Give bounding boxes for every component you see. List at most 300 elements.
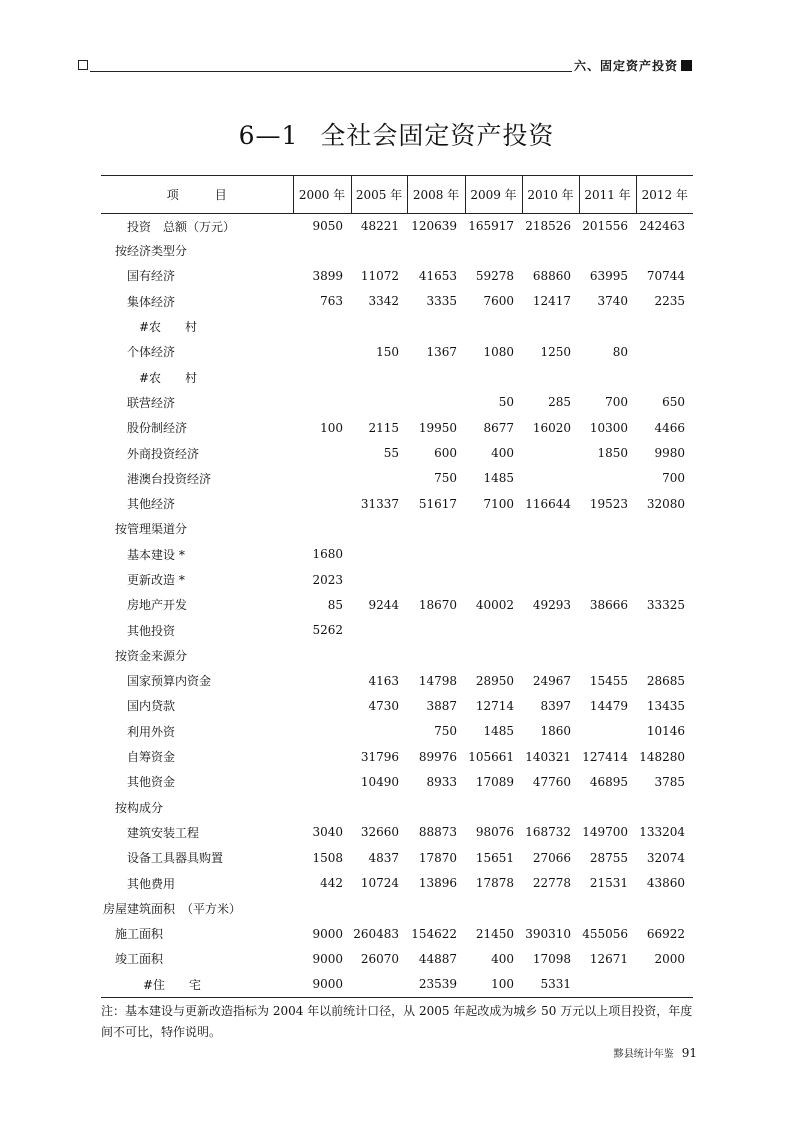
- row-label: 国内贷款: [127, 699, 176, 714]
- row-label: 房屋建筑面积 （平方米）: [103, 901, 242, 916]
- table-row: [101, 289, 693, 314]
- table-cell: [293, 314, 351, 339]
- table-row: [101, 314, 693, 339]
- row-label: 利用外资: [127, 724, 176, 739]
- table-cell: 80: [612, 344, 628, 359]
- table-cell: 38666: [589, 597, 628, 612]
- row-label: 建筑安装工程: [127, 825, 200, 840]
- table-row: [101, 921, 693, 946]
- table-cell: 26070: [360, 951, 399, 966]
- table-cell: 242463: [639, 219, 685, 233]
- table-cell: [522, 617, 579, 642]
- table-cell: 18670: [418, 597, 457, 612]
- table-cell: [293, 643, 351, 668]
- table-cell: 88873: [418, 825, 457, 840]
- table-cell: [351, 390, 407, 415]
- table-cell: [293, 668, 351, 693]
- table-cell: [351, 643, 407, 668]
- table-cell: 1485: [483, 724, 514, 739]
- table-cell: 19523: [589, 496, 628, 511]
- table-cell: 19950: [418, 420, 457, 435]
- column-header-year: 2008 年: [407, 176, 465, 214]
- table-cell: 10146: [646, 724, 685, 739]
- row-label: 按构成分: [115, 800, 164, 815]
- table-row: [101, 567, 693, 592]
- investment-table: [101, 175, 693, 998]
- table-cell: [407, 795, 465, 820]
- table-row: [101, 693, 693, 718]
- table-cell: 1485: [483, 471, 514, 486]
- table-cell: [293, 390, 351, 415]
- table-cell: 28950: [475, 673, 514, 688]
- table-row: [101, 769, 693, 794]
- table-cell: 70744: [646, 268, 685, 283]
- table-cell: 63995: [589, 268, 628, 283]
- table-cell: 17870: [418, 850, 457, 865]
- table-cell: [351, 719, 407, 744]
- row-label: 国有经济: [127, 269, 176, 284]
- table-cell: 17878: [475, 876, 514, 891]
- table-cell: 116644: [525, 496, 571, 511]
- table-cell: 1850: [597, 446, 628, 461]
- table-cell: 27066: [532, 850, 571, 865]
- table-cell: 9000: [293, 972, 351, 998]
- table-cell: 15651: [475, 850, 514, 865]
- table-cell: 390310: [525, 926, 571, 941]
- table-cell: 15455: [589, 673, 628, 688]
- table-cell: 13435: [646, 698, 685, 713]
- table-cell: [407, 516, 465, 541]
- table-cell: [636, 542, 693, 567]
- table-cell: 105661: [468, 749, 514, 764]
- table-cell: 21531: [589, 876, 628, 891]
- table-row: [101, 214, 693, 239]
- table-cell: [522, 466, 579, 491]
- table-cell: 32074: [646, 850, 685, 865]
- table-cell: 43860: [646, 876, 685, 891]
- table-cell: 1680: [312, 547, 343, 562]
- table-cell: 4837: [368, 850, 399, 865]
- table-cell: [579, 795, 636, 820]
- table-cell: [351, 542, 407, 567]
- table-cell: 14798: [418, 673, 457, 688]
- table-cell: 218526: [525, 219, 571, 233]
- table-cell: [407, 617, 465, 642]
- table-cell: [407, 542, 465, 567]
- table-cell: 9980: [654, 446, 685, 461]
- table-cell: 260483: [353, 926, 399, 941]
- table-cell: [293, 744, 351, 769]
- table-row: [101, 972, 693, 998]
- column-header-year: 2011 年: [579, 176, 636, 214]
- column-header-year: 2012 年: [636, 176, 693, 214]
- row-label: 自筹资金: [127, 750, 176, 765]
- header-square-mark: [681, 60, 692, 71]
- table-cell: 17089: [475, 774, 514, 789]
- table-cell: [522, 643, 579, 668]
- table-cell: 400: [491, 446, 514, 461]
- table-cell: [636, 617, 693, 642]
- section-title: 六、固定资产投资: [573, 59, 678, 73]
- table-cell: [636, 364, 693, 389]
- table-cell: [351, 238, 407, 263]
- table-cell: 100: [465, 972, 522, 998]
- table-cell: 44887: [418, 951, 457, 966]
- table-cell: 2000: [654, 951, 685, 966]
- row-label: 联营经济: [127, 395, 176, 410]
- table-cell: [636, 314, 693, 339]
- table-cell: [351, 567, 407, 592]
- table-row: [101, 390, 693, 415]
- table-cell: 8677: [483, 420, 514, 435]
- table-row: [101, 415, 693, 440]
- table-cell: 10724: [360, 876, 399, 891]
- table-cell: 9050: [312, 219, 343, 233]
- row-label: 基本建设 *: [127, 547, 185, 562]
- table-cell: [465, 314, 522, 339]
- table-cell: [293, 693, 351, 718]
- row-label: #农 村: [139, 320, 198, 335]
- table-cell: [579, 617, 636, 642]
- table-cell: 8933: [426, 774, 457, 789]
- table-cell: 1860: [540, 724, 571, 739]
- table-row: [101, 643, 693, 668]
- table-row: [101, 238, 693, 263]
- table-cell: [351, 795, 407, 820]
- table-cell: [293, 339, 351, 364]
- footnote: 注：基本建设与更新改造指标为 2004 年以前统计口径，从 2005 年起改成为城乡 50 万元以上项目投资，年度间不可比，特作说明。: [101, 1004, 693, 1039]
- row-label: 其他经济: [127, 497, 176, 512]
- table-cell: 49293: [532, 597, 571, 612]
- table-cell: [293, 491, 351, 516]
- table-cell: [579, 314, 636, 339]
- table-cell: [407, 567, 465, 592]
- row-label: #农 村: [139, 370, 198, 385]
- table-row: [101, 491, 693, 516]
- table-cell: [522, 567, 579, 592]
- table-cell: 4730: [368, 698, 399, 713]
- table-cell: [636, 972, 693, 998]
- table-cell: 3335: [426, 294, 457, 309]
- table-cell: [293, 440, 351, 465]
- table-cell: 140321: [525, 749, 571, 764]
- table-cell: 2023: [312, 572, 343, 587]
- row-label: 港澳台投资经济: [127, 471, 212, 486]
- table-cell: [351, 972, 407, 998]
- column-header-year: 2010 年: [522, 176, 579, 214]
- table-cell: 41653: [418, 268, 457, 283]
- table-cell: 3887: [426, 698, 457, 713]
- table-cell: [465, 643, 522, 668]
- table-cell: [351, 516, 407, 541]
- page-number: 91: [681, 1046, 697, 1060]
- table-cell: [522, 896, 579, 921]
- table-title: 全社会固定资产投资: [320, 121, 555, 150]
- table-cell: 51617: [418, 496, 457, 511]
- table-cell: [636, 795, 693, 820]
- table-cell: [636, 339, 693, 364]
- table-cell: 9000: [312, 951, 343, 966]
- table-row: [101, 440, 693, 465]
- table-cell: [522, 795, 579, 820]
- row-label: 其他资金: [127, 775, 176, 790]
- table-cell: 47760: [532, 774, 571, 789]
- table-cell: [293, 896, 351, 921]
- table-cell: 149700: [582, 825, 628, 840]
- row-label: 其他费用: [127, 876, 176, 891]
- table-cell: [636, 516, 693, 541]
- row-label: 施工面积: [115, 927, 164, 942]
- table-cell: [293, 516, 351, 541]
- table-cell: 442: [320, 876, 343, 891]
- table-cell: 1367: [426, 344, 457, 359]
- table-cell: 5331: [522, 972, 579, 998]
- table-cell: [522, 314, 579, 339]
- table-cell: [465, 516, 522, 541]
- table-cell: 9244: [368, 597, 399, 612]
- table-row: [101, 668, 693, 693]
- table-cell: 3899: [312, 268, 343, 283]
- table-cell: 2115: [368, 420, 399, 435]
- table-cell: 4163: [368, 673, 399, 688]
- table-cell: 3040: [312, 825, 343, 840]
- table-row: [101, 617, 693, 642]
- table-cell: [636, 896, 693, 921]
- book-name: 黟县统计年鉴: [613, 1049, 674, 1060]
- table-cell: 10300: [589, 420, 628, 435]
- table-cell: 8397: [540, 698, 571, 713]
- table-cell: [579, 364, 636, 389]
- table-cell: 9000: [312, 926, 343, 941]
- table-number: 6—1: [238, 121, 299, 150]
- running-header: [78, 56, 692, 76]
- table-cell: 11072: [360, 268, 399, 283]
- table-cell: 700: [662, 471, 685, 486]
- row-label: 竣工面积: [115, 952, 164, 967]
- page-footer: [614, 1045, 697, 1060]
- table-cell: 22778: [532, 876, 571, 891]
- table-row: [101, 516, 693, 541]
- table-row: [101, 263, 693, 288]
- table-cell: 13896: [418, 876, 457, 891]
- row-label: 个体经济: [127, 345, 176, 360]
- table-cell: [579, 972, 636, 998]
- table-cell: [579, 896, 636, 921]
- table-cell: [522, 364, 579, 389]
- table-cell: 98076: [475, 825, 514, 840]
- table-cell: 40002: [475, 597, 514, 612]
- table-cell: [293, 795, 351, 820]
- table-cell: 12714: [475, 698, 514, 713]
- table-cell: [293, 238, 351, 263]
- table-row: [101, 744, 693, 769]
- table-header-row: [101, 176, 693, 214]
- table-cell: 12417: [532, 294, 571, 309]
- table-cell: [522, 516, 579, 541]
- table-cell: 750: [434, 724, 457, 739]
- table-cell: [579, 643, 636, 668]
- table-cell: 28685: [646, 673, 685, 688]
- table-cell: 7600: [483, 294, 514, 309]
- table-cell: 750: [434, 471, 457, 486]
- row-label: 按资金来源分: [115, 648, 188, 663]
- table-cell: 2235: [654, 294, 685, 309]
- header-box-mark: [78, 60, 88, 70]
- table-row: [101, 339, 693, 364]
- header-rule: [90, 71, 572, 72]
- table-cell: [293, 719, 351, 744]
- table-cell: 89976: [418, 749, 457, 764]
- row-label: 按管理渠道分: [115, 522, 188, 537]
- table-cell: 23539: [407, 972, 465, 998]
- table-cell: 4466: [654, 420, 685, 435]
- table-cell: [351, 617, 407, 642]
- table-cell: 133204: [639, 825, 685, 840]
- table-cell: [522, 238, 579, 263]
- table-cell: [579, 516, 636, 541]
- table-cell: 21450: [475, 926, 514, 941]
- table-row: [101, 870, 693, 895]
- table-cell: 5262: [312, 623, 343, 638]
- column-header-year: 2009 年: [465, 176, 522, 214]
- table-row: [101, 466, 693, 491]
- table-cell: [579, 466, 636, 491]
- table-cell: [407, 643, 465, 668]
- row-label: #住 宅: [101, 972, 293, 998]
- table-cell: 201556: [582, 219, 628, 233]
- table-cell: 154622: [411, 926, 457, 941]
- table-cell: 28755: [589, 850, 628, 865]
- table-cell: [407, 364, 465, 389]
- table-cell: 168732: [525, 825, 571, 840]
- table-row: [101, 946, 693, 971]
- table-cell: [522, 440, 579, 465]
- table-row: [101, 592, 693, 617]
- table-cell: [407, 314, 465, 339]
- table-cell: [407, 896, 465, 921]
- row-label: 投资 总额（万元）: [127, 219, 236, 234]
- table-cell: [465, 567, 522, 592]
- table-cell: 127414: [582, 749, 628, 764]
- table-cell: 66922: [646, 926, 685, 941]
- table-row: [101, 845, 693, 870]
- table-cell: [465, 238, 522, 263]
- table-cell: 1508: [312, 850, 343, 865]
- table-cell: [351, 364, 407, 389]
- table-cell: [636, 643, 693, 668]
- table-cell: [465, 364, 522, 389]
- column-header-item: 项 目: [101, 176, 293, 214]
- table-cell: 7100: [483, 496, 514, 511]
- table-cell: [465, 795, 522, 820]
- table-row: [101, 896, 693, 921]
- table-cell: 3785: [654, 774, 685, 789]
- table-cell: 763: [320, 294, 343, 309]
- table-cell: 31796: [360, 749, 399, 764]
- table-cell: [579, 719, 636, 744]
- table-cell: 17098: [532, 951, 571, 966]
- table-cell: 12671: [589, 951, 628, 966]
- table-cell: [579, 542, 636, 567]
- row-label: 更新改造 *: [127, 573, 185, 587]
- table-cell: 1250: [540, 344, 571, 359]
- row-label: 按经济类型分: [115, 244, 188, 259]
- table-cell: 3342: [368, 294, 399, 309]
- table-cell: 700: [605, 395, 628, 410]
- table-cell: 10490: [360, 774, 399, 789]
- table-cell: [407, 238, 465, 263]
- table-cell: [579, 238, 636, 263]
- table-cell: 1080: [483, 344, 514, 359]
- row-label: 房地产开发: [127, 598, 188, 613]
- table-cell: 50: [498, 395, 514, 410]
- table-cell: [465, 542, 522, 567]
- table-cell: [351, 466, 407, 491]
- table-cell: 46895: [589, 774, 628, 789]
- table-row: [101, 542, 693, 567]
- table-cell: 600: [434, 446, 457, 461]
- row-label: 设备工具器具购置: [127, 851, 224, 866]
- table-cell: 650: [662, 395, 685, 410]
- column-header-year: 2000 年: [293, 176, 351, 214]
- table-cell: 148280: [639, 749, 685, 764]
- table-cell: 32660: [360, 825, 399, 840]
- row-label: 其他投资: [127, 623, 176, 638]
- table-cell: [351, 896, 407, 921]
- table-row: [101, 719, 693, 744]
- table-cell: [351, 314, 407, 339]
- row-label: 外商投资经济: [127, 446, 200, 461]
- row-label: 股份制经济: [127, 421, 188, 436]
- table-cell: 48221: [360, 219, 399, 233]
- table-body: [101, 214, 693, 998]
- table-cell: 3740: [597, 294, 628, 309]
- table-cell: [636, 567, 693, 592]
- table-cell: [407, 390, 465, 415]
- table-cell: [465, 617, 522, 642]
- table-cell: 32080: [646, 496, 685, 511]
- table-row: [101, 364, 693, 389]
- table-cell: 59278: [475, 268, 514, 283]
- table-cell: 400: [491, 951, 514, 966]
- table-cell: [293, 364, 351, 389]
- table-cell: 68860: [532, 268, 571, 283]
- table-cell: 14479: [589, 698, 628, 713]
- table-row: [101, 820, 693, 845]
- table-cell: 16020: [532, 420, 571, 435]
- table-cell: 120639: [411, 219, 457, 233]
- table-cell: 85: [327, 597, 343, 612]
- table-cell: 165917: [468, 219, 514, 233]
- row-label: 集体经济: [127, 294, 176, 309]
- table-cell: [579, 567, 636, 592]
- table-cell: [293, 769, 351, 794]
- table-row: [101, 795, 693, 820]
- table-cell: 100: [320, 420, 343, 435]
- table-cell: 150: [376, 344, 399, 359]
- table-cell: 285: [548, 395, 571, 410]
- table-cell: 455056: [582, 926, 628, 941]
- table-cell: [636, 238, 693, 263]
- page-title: [0, 116, 793, 152]
- table-cell: [465, 896, 522, 921]
- table-cell: 55: [383, 446, 399, 461]
- table-cell: 31337: [360, 496, 399, 511]
- row-label: 国家预算内资金: [127, 674, 212, 689]
- table-cell: [293, 466, 351, 491]
- table-cell: 33325: [646, 597, 685, 612]
- column-header-year: 2005 年: [351, 176, 407, 214]
